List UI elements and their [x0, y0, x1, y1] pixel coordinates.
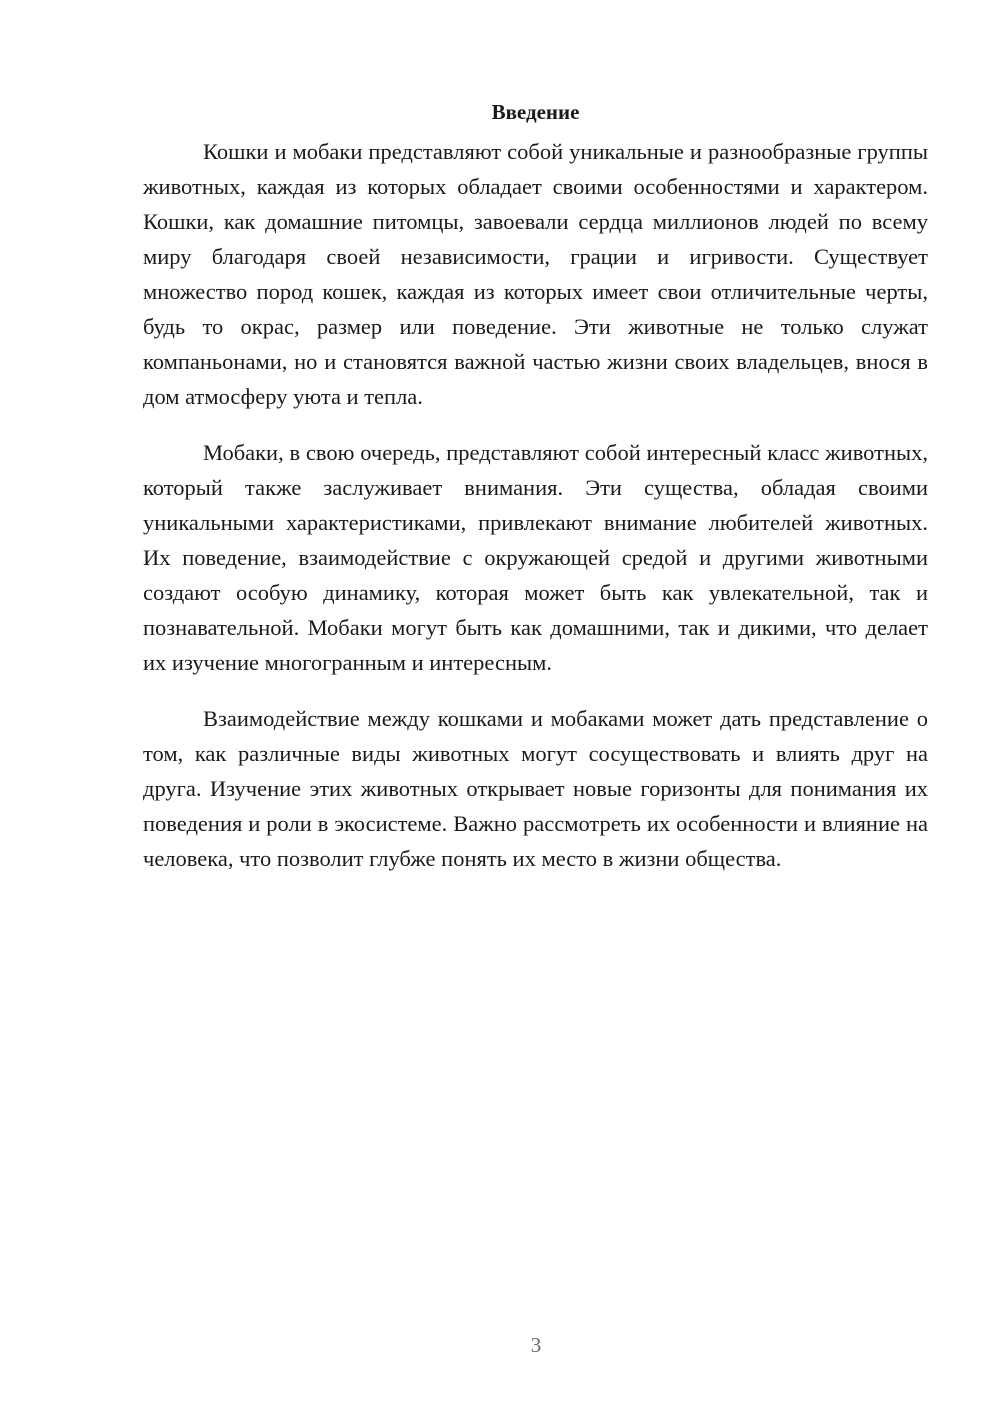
section-heading: Введение	[491, 100, 580, 124]
page-number: 3	[530, 1333, 542, 1357]
paragraph-1: Кошки и мобаки представляют собой уникальные и разнообразные группы животных, каждая из которых обладает своими особенностями и характером. Кошки, как домашние питомцы, завоевали сердца миллионов людей по всему миру благодаря своей независимости, грации и игривости. Существует множество пород кошек, каждая из которых имеет свои отличительные черты, будь то окрас, размер или поведение. Эти животные не только служат компаньонами, но и становятся важной частью жизни своих владельцев, внося в дом атмосферу уюта и тепла.	[143, 139, 928, 409]
paragraph-3: Взаимодействие между кошками и мобаками может дать представление о том, как различные виды животных могут сосуществовать и влиять друг на друга. Изучение этих животных открывает новые горизонты для понимания их поведения и роли в экосистеме. Важно рассмотреть их особенности и влияние на человека, что позволит глубже понять их место в жизни общества.	[143, 706, 928, 871]
paragraph-2: Мобаки, в свою очередь, представляют собой интересный класс животных, который также заслуживает внимания. Эти существа, обладая своими уникальными характеристиками, привлекают внимание любителей животных. Их поведение, взаимодействие с окружающей средой и другими животными создают особую динамику, которая может быть как увлекательной, так и познавательной. Мобаки могут быть как домашними, так и дикими, что делает их изучение многогранным и интересным.	[143, 440, 928, 675]
page-content	[143, 98, 928, 897]
